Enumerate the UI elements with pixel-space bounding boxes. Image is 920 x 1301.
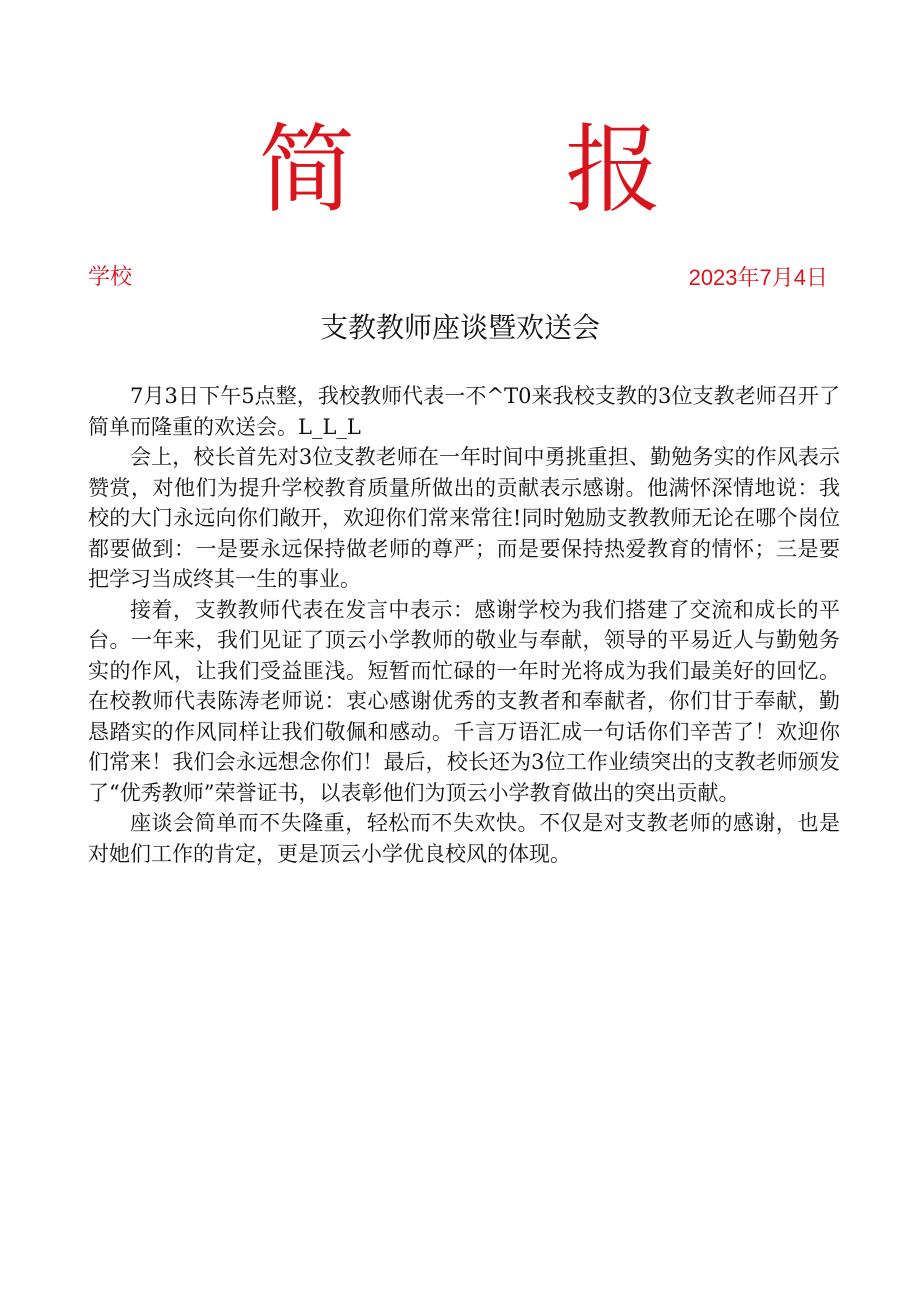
article-paragraph: 会上，校长首先对3位支教老师在一年时间中勇挑重担、勤勉务实的作风表示赞赏，对他们为提升学校教育质量所做出的贡献表示感谢。他满怀深情地说：我校的大门永远向你们敞开，欢迎你们常来常往!同时勉励支教教师无论在哪个岗位都要做到：一是要永远保持做老师的尊严；而是要保持热爱教育的情怀；三是要把学习当成终其一生的事业。 bbox=[88, 445, 840, 591]
issue-date: 2023年7月4日 bbox=[688, 265, 828, 290]
article-title: 支教教师座谈暨欢送会 bbox=[319, 311, 600, 344]
article-paragraph: 座谈会简单而不失隆重，轻松而不失欢快。不仅是对支教老师的感谢，也是对她们工作的肯定，更是顶云小学优良校风的体现。 bbox=[88, 811, 840, 866]
article-paragraph: 接着，支教教师代表在发言中表示：感谢学校为我们搭建了交流和成长的平台。一年来，我们见证了顶云小学教师的敬业与奉献，领导的平易近人与勤勉务实的作风，让我们受益匪浅。短暂而忙碌的一年时光将成为我们最美好的回忆。在校教师代表陈涛老师说：衷心感谢优秀的支教者和奉献者，你们甘于奉献，勤恳踏实的作风同样让我们敬佩和感动。千言万语汇成一句话你们辛苦了！欢迎你们常来！我们会永远想念你们！最后，校长还为3位工作业绩突出的支教老师颁发了“优秀教师”荣誉证书，以表彰他们为顶云小学教育做出的突出贡献。 bbox=[88, 597, 840, 805]
article-paragraph: 7月3日下午5点整，我校教师代表一不^T0来我校支教的3位支教老师召开了简单而隆重的欢送会。L_L_L bbox=[88, 384, 840, 439]
masthead-title: 简 报 bbox=[258, 114, 752, 226]
header-meta-row bbox=[88, 262, 828, 294]
article-body bbox=[88, 381, 840, 869]
school-label: 学校 bbox=[88, 265, 133, 290]
